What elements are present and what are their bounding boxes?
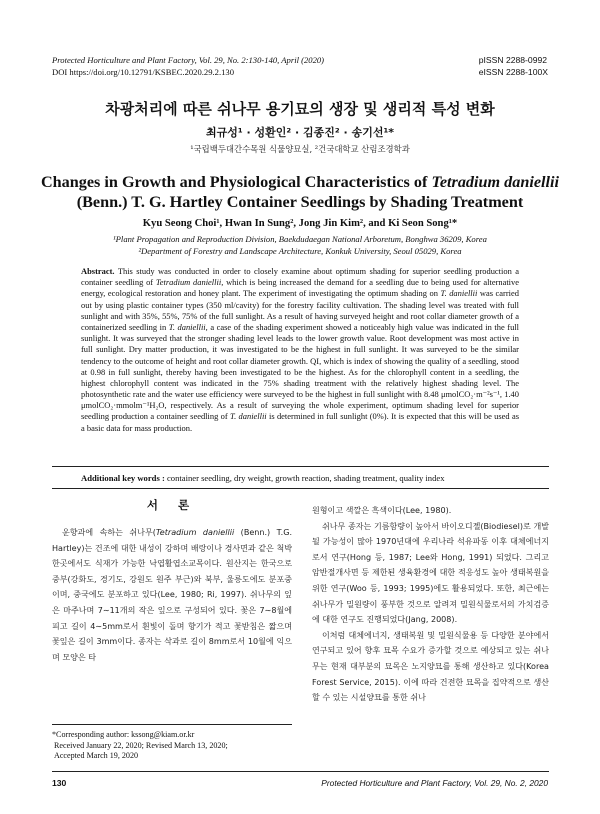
divider-bottom (52, 488, 549, 489)
intro-p1-text-b: (Benn.) T.G. Hartley)는 건조에 대한 내성이 강하며 배랑이나 경사면과 같은 척박한곳에서도 식재가 가능한 낙엽활엽소교목이다. 원산지는 한국으로 중부(강화도, 경기도, 강원도 원주 부근)와 북부, 울릉도에도 분포중이며, 중국에도 분포하고 있다(Lee, 1980; Ri, 1997). 쉬나무의 잎은 마주나며 7∼11개의 작은 잎으로 구성되어 있다. 꽃은 7∼8월에 피고 길이 4∼5mm로서 흰빛이 돌며 향기가 적고 꽃받침은 짧으며 꽃잎은 길이 3mm이다. 종자는 삭과로 길이 8mm로서 10월에 익으며 모양은 타 (52, 528, 292, 662)
keywords-text: container seedling, dry weight, growth reaction, shading treatment, quality index (164, 473, 445, 483)
english-authors: Kyu Seong Choi¹, Hwan In Sung², Jong Jin Kim², and Ki Seon Song¹* (142, 218, 458, 229)
issn-block (479, 54, 548, 78)
abstract-species-3: T. daniellii (168, 321, 206, 332)
abstract-species-2: T. daniellii (440, 288, 478, 299)
intro-p1-text-a: 운향과에 속하는 쉬나무( (62, 528, 156, 537)
intro-left-column (52, 525, 292, 665)
pissn: pISSN 2288-0992 (478, 55, 548, 65)
received-dates: Received January 22, 2020; Revised March 13, 2020; (54, 740, 228, 750)
english-title-part1: Changes in Growth and Physiological Characteristics of (40, 173, 428, 191)
footnote (52, 730, 292, 762)
affiliation-2: ²Department of Forestry and Landscape Architecture, Konkuk University, Seoul 05029, Korea (138, 245, 462, 256)
abstract-text-2: , which is being increased the demand for a seedling due to being used for alternative energy, ecological restoration and honey plant. The experiment of investigating the optimum shading on (81, 277, 519, 299)
journal-header (52, 54, 324, 78)
abstract-species-1: Tetradium daniellii (155, 277, 222, 288)
abstract-text-4: , a case of the shading experiment showed a noticeably high value was indicated in the full sunlight. It was surveyed that the stronger shading level leads to the lower growth value. Root development was most active in full sunlight. Dry matter production, it was investigated to be the highest in full sunlight. It was surveyed to be the similar tendency to the outcome of height and root collar diameter growth. QI, which is index of showing the quality of a seedling, stood at 0.98 in full sunlight, thereby having been investigated to be the highest. As for the chlorophyll content in a seedling, the highest chlorophyll content was indicated in the 75% shading treatment with the relatively highest shading level. The photosynthetic rate and the water use efficiency were surveyed to be the highest in full sunlight with 8.48 μmolCO₂·m⁻²s⁻¹, 1.40 μmolCO₂·mmolm⁻¹H₂O, respectively. As a result of surveying the whole experiment, optimum shading level for superior seedling production a container seedling of (81, 321, 519, 422)
abstract (81, 266, 519, 434)
footnote-divider (52, 724, 292, 725)
footer-journal: Protected Horticulture and Plant Factory, Vol. 29, No. 2, 2020 (321, 778, 548, 788)
english-title-part2: (Benn.) T. G. Hartley Container Seedlings by Shading Treatment (76, 193, 524, 211)
korean-title: 차광처리에 따른 쉬나무 용기묘의 생장 및 생리적 특성 변화 (105, 100, 495, 118)
english-title-species: Tetradium daniellii (431, 173, 560, 191)
english-affiliations (0, 234, 600, 257)
corresponding-author: *Corresponding author: kssong@kiam.or.kr (52, 730, 195, 739)
eissn: eISSN 2288-100X (478, 67, 548, 77)
journal-citation: Protected Horticulture and Plant Factory, Vol. 29, No. 2:130-140, April (2020) (52, 55, 325, 65)
intro-paragraph-right-3: 이처럼 대체에너지, 생태복원 및 밀원식물용 등 다양한 분야에서 연구되고 있어 향후 묘목 수요가 증가할 것으로 예상되고 있는 쉬나무는 현재 대부분의 묘목은 노지양묘를 통해 생산하고 있다(Korea Forest Service, 2015). 이에 따라 건전한 묘목을 집약적으로 생산할 수 있는 시설양묘를 통한 쉬나 (312, 630, 549, 703)
english-title (40, 172, 560, 212)
footer-divider (52, 771, 549, 772)
abstract-text-3: was carried out by using plastic container types (350 ml/cavity) for the forestry facility cultivation. The shading level was treated with full sunlight and with 35%, 55%, 75% of the full sunlight. As a result of having surveyed height and root collar diameter growth of a containerized seedling in (81, 288, 519, 332)
accepted-date: Accepted March 19, 2020 (54, 751, 139, 761)
intro-right-column (312, 503, 549, 706)
keywords (81, 473, 519, 483)
divider-top (52, 466, 549, 467)
abstract-species-4: T. daniellii (230, 411, 267, 422)
abstract-text-1: This study was conducted in order to closely examine about optimum shading for superior seedling production a container seedling of (81, 266, 519, 288)
abstract-label: Abstract. (81, 266, 115, 276)
doi-link[interactable]: DOI https://doi.org/10.12791/KSBEC.2020.29.2.130 (52, 67, 234, 77)
affiliation-1: ¹Plant Propagation and Reproduction Division, Baekdudaegan National Arboretum, Bonghwa 36209, Korea (113, 234, 487, 244)
korean-authors: 최규성¹ · 성환인² · 김종진² · 송기선¹* (205, 126, 395, 139)
intro-paragraph-right-1: 원형이고 색깔은 흑색이다(Lee, 1980). (312, 506, 452, 515)
intro-paragraph-1 (52, 525, 292, 665)
intro-paragraph-right-2: 쉬나무 종자는 기름함량이 높아서 바이오디젤(Biodiesel)로 개발될 가능성이 많아 1970년대에 우리나라 석유파동 이후 대체에너지로서 연구(Hong 등, 1987; Lee와 Hong, 1991) 되었다. 그리고 암반절개사면 등 제한된 생육환경에 대한 적응성도 높아 생태복원을 위한 연구(Woo 등, 1993; 1995)에도 활용되었다. 또한, 최근에는 쉬나무가 밀원량이 풍부한 것으로 알려져 밀원식물로서의 가치검증에 대한 연구도 진행되었다(Jang, 2008). (312, 521, 549, 625)
korean-affiliation: ¹국립백두대간수목원 식물양묘실, ²건국대학교 산림조경학과 (190, 144, 410, 154)
intro-p1-species: Tetradium daniellii (155, 528, 235, 537)
page-number: 130 (52, 778, 67, 788)
keywords-label: Additional key words : (81, 473, 165, 483)
abstract-text-5: is determined in full sunlight (0%). It is expected that this will be used as a basic data for mass production. (81, 411, 519, 433)
section-title-introduction: 서 론 (146, 498, 198, 512)
